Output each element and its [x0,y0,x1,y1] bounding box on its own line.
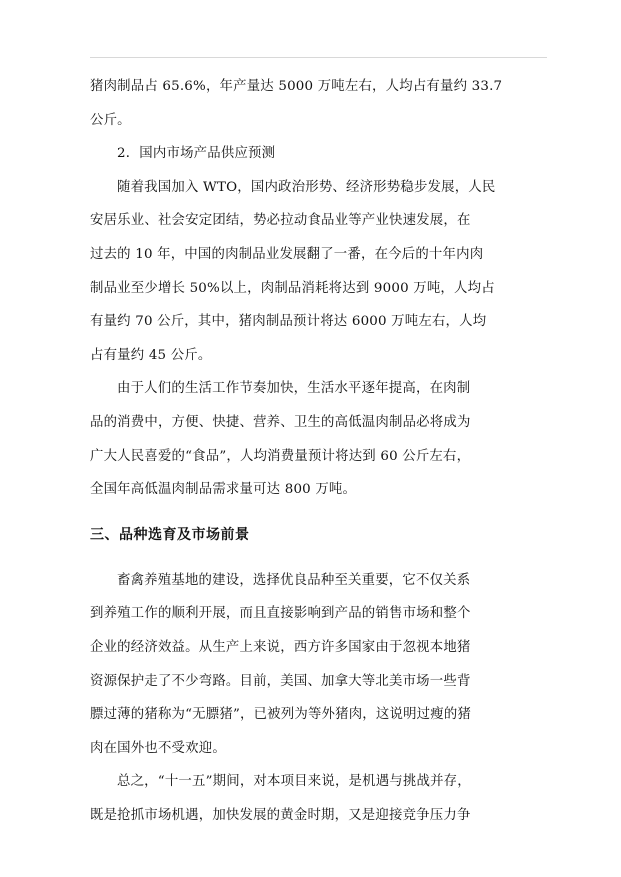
header-rule [90,57,547,58]
text-line: 既是抢抓市场机遇，加快发展的黄金时期，又是迎接竞争压力争 [90,807,471,823]
text-line: 企业的经济效益。从生产上来说，西方许多国家由于忽视本地猪 [90,639,471,655]
text-line: 品的消费中，方便、快捷、营养、卫生的高低温肉制品必将成为 [90,414,471,430]
section-heading-breed-selection: 三、品种选育及市场前景 [90,526,250,543]
document-page [90,70,550,832]
text-line: 广大人民喜爱的“食品”，人均消费量预计将达到 60 公斤左右， [90,448,471,464]
paragraph-domestic-market [90,171,550,373]
text-line: 过去的 10 年，中国的肉制品业发展翻了一番，在今后的十年内肉 [90,246,484,262]
text-line: 猪肉制品占 65.6%，年产量达 5000 万吨左右，人均占有量约 33.7 [90,79,503,94]
subheading-domestic-supply-forecast: 2．国内市场产品供应预测 [117,146,276,162]
text-line: 制品业至少增长 50%以上，肉制品消耗将达到 9000 万吨，人均占 [90,280,495,296]
text-line: 总之，“十一五”期间，对本项目来说，是机遇与挑战并存， [117,774,471,790]
paragraph-pork-share-continuation [90,70,550,137]
text-line: 肉在国外也不受欢迎。 [90,740,226,756]
text-line: 膘过薄的猪称为“无膘猪”，已被列为等外猪肉，这说明过瘦的猪 [90,707,472,723]
text-line: 随着我国加入 WTO，国内政治形势、经济形势稳步发展，人民 [117,179,496,195]
text-line: 畜禽养殖基地的建设，选择优良品种至关重要，它不仅关系 [117,572,471,588]
text-line: 占有量约 45 公斤。 [90,347,212,363]
text-line: 公斤。 [90,112,131,128]
text-line: 安居乐业、社会安定团结，势必拉动食品业等产业快速发展，在 [90,213,471,229]
text-line: 由于人们的生活工作节奏加快，生活水平逐年提高，在肉制 [117,381,471,397]
text-line: 全国年高低温肉制品需求量可达 800 万吨。 [90,482,357,498]
paragraph-breed-selection [90,564,550,766]
paragraph-conclusion [90,765,550,832]
paragraph-lifestyle-demand [90,372,550,506]
text-line: 到养殖工作的顺利开展，而且直接影响到产品的销售市场和整个 [90,606,471,622]
text-line: 资源保护走了不少弯路。目前，美国、加拿大等北美市场一些背 [90,673,471,689]
text-line: 有量约 70 公斤，其中，猪肉制品预计将达 6000 万吨左右，人均 [90,314,487,330]
